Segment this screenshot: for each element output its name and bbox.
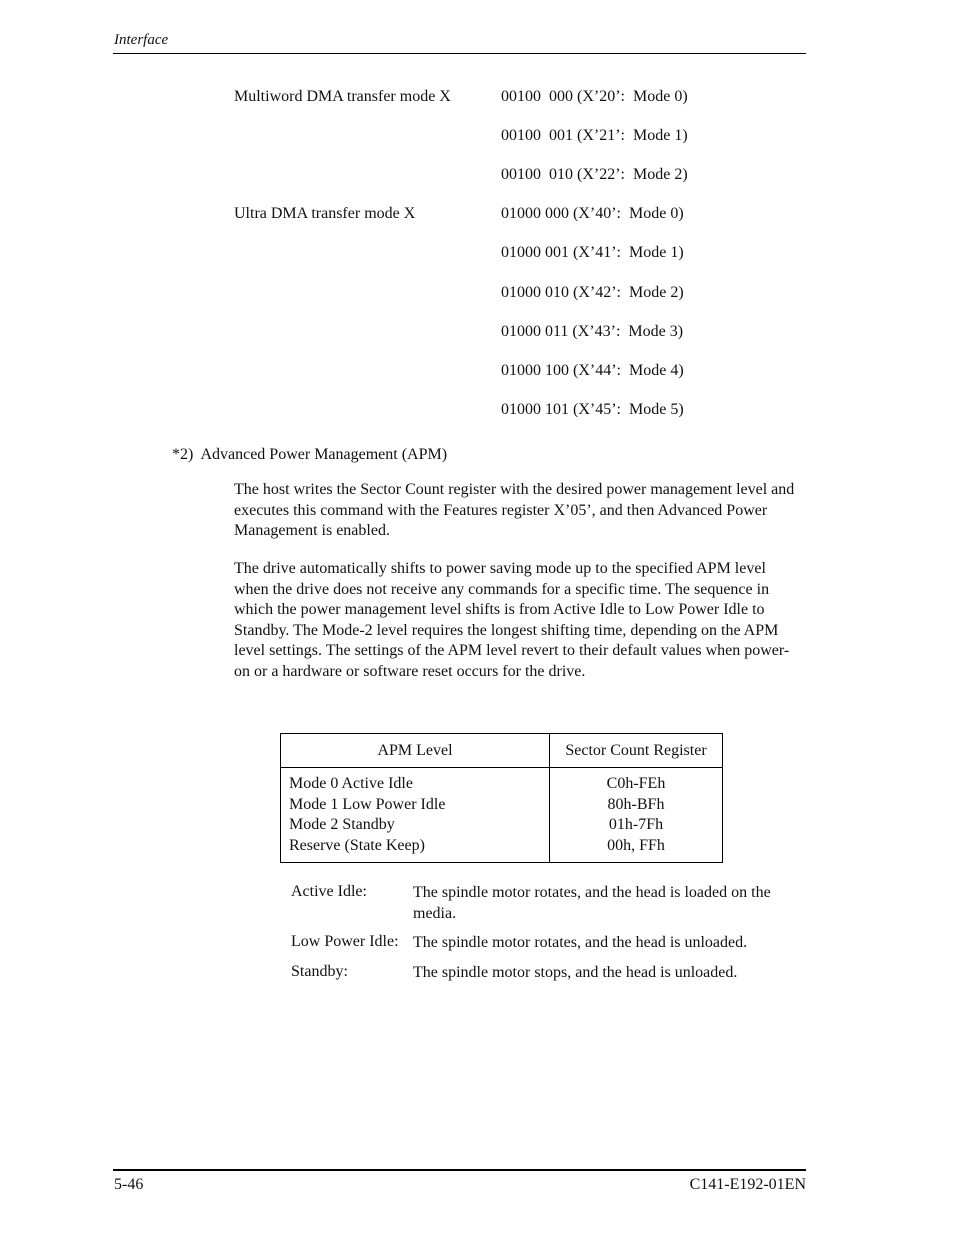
ultra-dma-value: 01000 000 (X’40’: Mode 0) <box>501 205 684 222</box>
sector-count-cell <box>550 768 723 863</box>
ultra-dma-value: 01000 010 (X’42’: Mode 2) <box>501 284 684 301</box>
apm-level-item: Mode 1 Low Power Idle <box>289 795 446 813</box>
table-header-row <box>281 734 723 768</box>
apm-paragraph-1: The host writes the Sector Count register with the desired power management level and executes this command with the Features register X’05’, and then Advanced Power Management is enabled. <box>234 481 795 539</box>
ultra-dma-value: 01000 100 (X’44’: Mode 4) <box>501 362 684 379</box>
ultra-dma-value: 01000 011 (X’43’: Mode 3) <box>501 323 684 340</box>
column-header-sector-count-register: Sector Count Register <box>550 734 723 768</box>
definition-term: Low Power Idle: <box>291 933 399 950</box>
ultra-dma-value: 01000 001 (X’41’: Mode 1) <box>501 244 684 261</box>
sector-count-item: 00h, FFh <box>607 836 665 854</box>
page-number: 5-46 <box>114 1176 144 1193</box>
ultra-dma-label: Ultra DMA transfer mode X <box>234 205 416 222</box>
header-title: Interface <box>114 32 169 48</box>
apm-section-heading: *2) Advanced Power Management (APM) <box>172 446 448 463</box>
definition-term: Standby: <box>291 963 348 980</box>
apm-level-table <box>280 733 723 863</box>
definition-term: Active Idle: <box>291 883 367 900</box>
ultra-dma-value: 01000 101 (X’45’: Mode 5) <box>501 401 684 418</box>
table-row <box>281 768 723 863</box>
apm-level-item: Mode 0 Active Idle <box>289 775 413 792</box>
apm-level-item: Reserve (State Keep) <box>289 836 425 854</box>
multiword-dma-value: 00100 001 (X’21’: Mode 1) <box>501 127 688 144</box>
apm-level-item: Mode 2 Standby <box>289 816 395 833</box>
definition-description: The spindle motor rotates, and the head is loaded on the media. <box>413 884 771 922</box>
apm-paragraph-2: The drive automatically shifts to power saving mode up to the specified APM level when the drive does not receive any commands for a specific time. The sequence in which the power management level shifts is from Active Idle to Low Power Idle to Standby. The Mode-2 level requires the longest shifting time, depending on the APM level settings. The settings of the APM level revert to their default values when power-on or a hardware or software reset occurs for the drive. <box>234 560 790 680</box>
multiword-dma-label: Multiword DMA transfer mode X <box>234 88 451 105</box>
sector-count-item: 80h-BFh <box>607 795 665 813</box>
multiword-dma-value: 00100 000 (X’20’: Mode 0) <box>501 88 688 105</box>
document-code: C141-E192-01EN <box>689 1176 806 1193</box>
header-rule <box>113 53 806 54</box>
multiword-dma-value: 00100 010 (X’22’: Mode 2) <box>501 166 688 183</box>
definition-description: The spindle motor rotates, and the head is unloaded. <box>413 934 748 951</box>
column-header-apm-level: APM Level <box>281 734 550 768</box>
footer-rule <box>113 1169 806 1171</box>
apm-level-cell <box>281 768 550 863</box>
definition-description: The spindle motor stops, and the head is unloaded. <box>413 964 738 981</box>
sector-count-item: C0h-FEh <box>606 775 666 792</box>
sector-count-item: 01h-7Fh <box>608 816 664 833</box>
